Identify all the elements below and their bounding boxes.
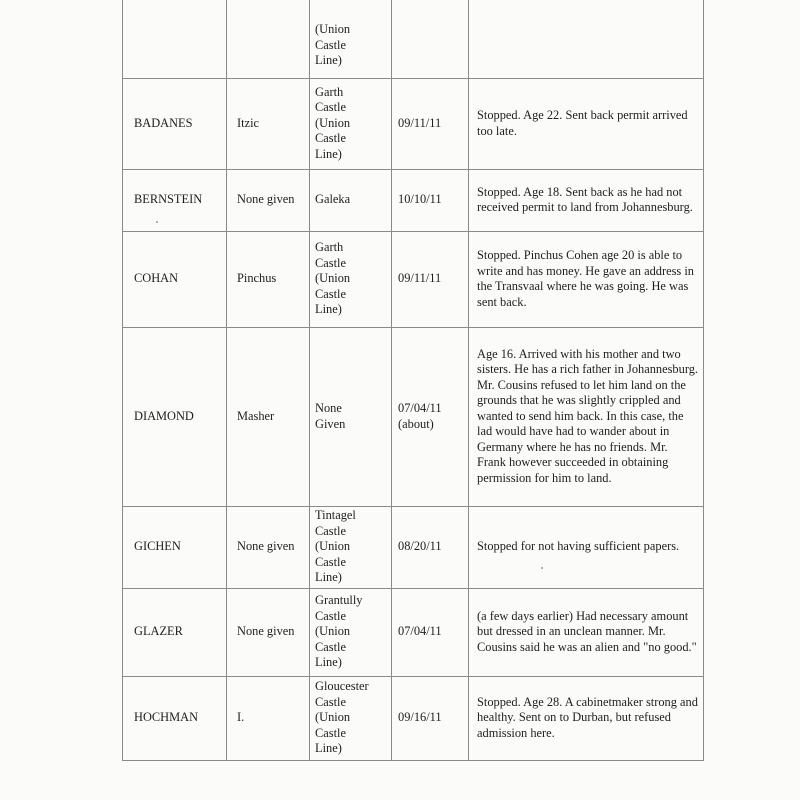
surname-cell: GICHEN [123,506,227,588]
ship-cell: Tintagel Castle (Union Castle Line) [310,506,392,588]
date-cell: 09/11/11 [392,78,469,169]
date-cell [392,0,469,78]
date-cell: 07/04/11 (about) [392,327,469,506]
date-cell: 08/20/11 [392,506,469,588]
given-name-cell: None given [227,169,310,231]
given-name-cell [227,0,310,78]
table-row [123,231,704,327]
given-name-cell: None given [227,506,310,588]
comment-cell: Stopped. Age 28. A cabinetmaker strong and healthy. Sent on to Durban, but refused admission here. [469,676,704,760]
table-row [123,78,704,169]
comment-cell: Stopped. Pinchus Cohen age 20 is able to write and has money. He gave an address in the Transvaal where he was going. He was sent back. [469,231,704,327]
ship-cell: Garth Castle (Union Castle Line) [310,231,392,327]
date-cell: 09/11/11 [392,231,469,327]
ship-cell: Galeka [310,169,392,231]
comment-cell: Stopped. Age 22. Sent back permit arrived too late. [469,78,704,169]
ship-cell: Garth Castle (Union Castle Line) [310,78,392,169]
table-row [123,676,704,760]
date-cell: 07/04/11 [392,588,469,676]
ship-cell: (Union Castle Line) [310,0,392,78]
surname-cell: BADANES [123,78,227,169]
table-row [123,327,704,506]
given-name-cell: Pinchus [227,231,310,327]
given-name-cell: I. [227,676,310,760]
comment-cell: Stopped. Age 18. Sent back as he had not received permit to land from Johannesburg. [469,169,704,231]
surname-cell: HOCHMAN [123,676,227,760]
date-cell: 10/10/11 [392,169,469,231]
ship-cell: Gloucester Castle (Union Castle Line) [310,676,392,760]
paper-speck [156,221,158,223]
given-name-cell: None given [227,588,310,676]
comment-cell: Age 16. Arrived with his mother and two sisters. He has a rich father in Johannesburg. Mr. Cousins refused to let him land on the grounds that he was slightly crippled and wanted to send him back. In this case, the lad would have had to wander about in Germany where he has no friends. Mr. Frank however succeeded in obtaining permission for him to land. [469,327,704,506]
table-row [123,169,704,231]
ship-cell: None Given [310,327,392,506]
surname-cell: DIAMOND [123,327,227,506]
comment-cell: Stopped for not having sufficient papers. [469,506,704,588]
surname-cell: COHAN [123,231,227,327]
immigration-records-table [122,0,704,761]
table-row [123,0,704,78]
given-name-cell: Itzic [227,78,310,169]
comment-cell: (a few days earlier) Had necessary amount but dressed in an unclean manner. Mr. Cousins said he was an alien and "no good." [469,588,704,676]
surname-cell [123,0,227,78]
date-cell: 09/16/11 [392,676,469,760]
given-name-cell: Masher [227,327,310,506]
surname-cell: GLAZER [123,588,227,676]
paper-speck [541,567,543,569]
table-row [123,506,704,588]
comment-cell [469,0,704,78]
surname-cell: BERNSTEIN [123,169,227,231]
table-row [123,588,704,676]
ship-cell: Grantully Castle (Union Castle Line) [310,588,392,676]
